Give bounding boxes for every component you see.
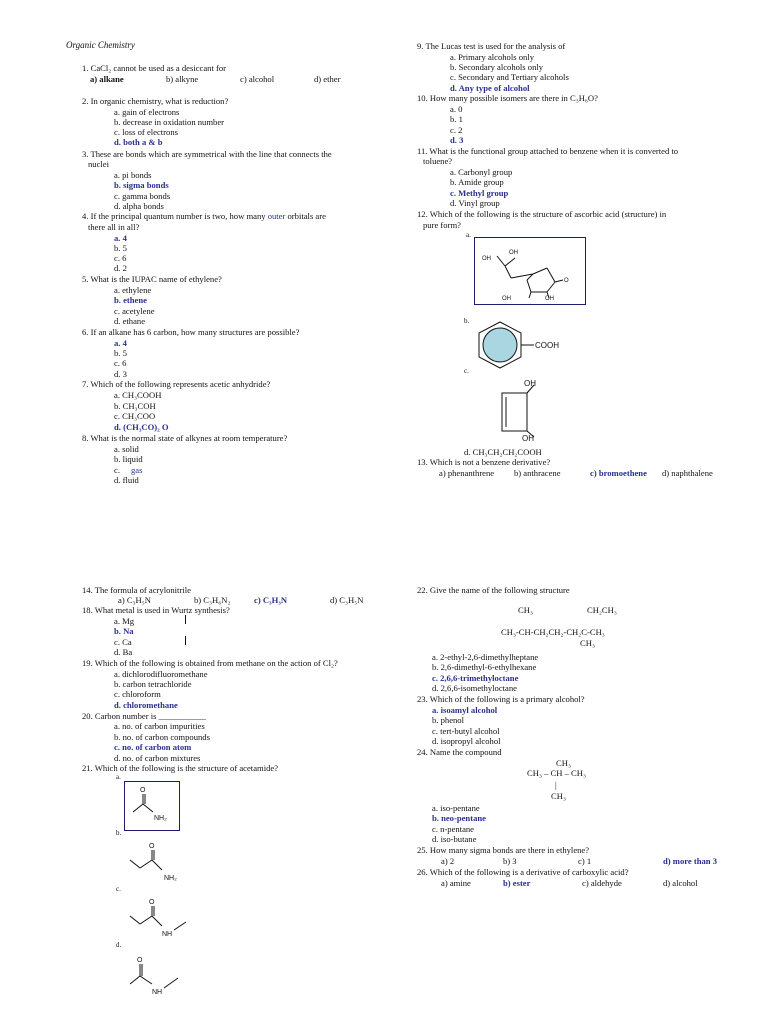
q21-stem: 21. Which of the following is the structure of acetamide? — [82, 763, 279, 773]
cyclobutene-diol-structure — [492, 377, 552, 443]
q22-structure-bottom: CH₃ — [580, 638, 595, 648]
q14-option-c: c) C₃H₃N — [254, 595, 288, 605]
q19-stem: 19. Which of the following is obtained from methane on the action of Cl₂? — [82, 658, 338, 668]
q3-option-c: c. gamma bonds — [114, 191, 171, 201]
hydroxyl-label: OH — [545, 296, 554, 302]
q7-option-b: b. CH₃COH — [114, 401, 156, 411]
amine-label: NH — [152, 989, 163, 996]
q20-option-b: b. no. of carbon compounds — [114, 732, 210, 742]
n-methylpropanamide-structure — [124, 894, 204, 940]
q2-option-c: c. loss of electrons — [114, 127, 178, 137]
q1-option-b: b) alkyne — [166, 74, 199, 84]
q5-stem: 5. What is the IUPAC name of ethylene? — [82, 274, 222, 284]
q13-stem: 13. Which is not a benzene derivative? — [417, 457, 551, 467]
q5-option-c: c. acetylene — [114, 306, 155, 316]
q12-option-b-structure — [472, 320, 582, 374]
q22-stem: 22. Give the name of the following structure — [417, 585, 570, 595]
hydroxyl-label: OH — [524, 379, 536, 388]
amine-label: NH₂ — [154, 815, 167, 822]
q2-option-d: d. both a & b — [114, 137, 163, 147]
carboxyl-label: COOH — [535, 341, 559, 350]
q22-structure-top-1: CH₃ — [518, 605, 533, 615]
q10-option-d: d. 3 — [450, 135, 464, 145]
q22-option-c: c. 2,6,6-trimethyloctane — [432, 673, 519, 683]
q26-option-c: c) aldehyde — [582, 878, 622, 888]
q24-structure-bottom: CH₃ — [551, 791, 566, 801]
q20-option-c: c. no. of carbon atom — [114, 742, 192, 752]
q6-stem: 6. If an alkane has 6 carbon, how many structures are possible? — [82, 327, 300, 337]
q11-option-c: c. Methyl group — [450, 188, 509, 198]
oxygen-label: O — [149, 899, 155, 906]
q19-option-a: a. dichlorodifluoromethane — [114, 669, 208, 679]
q13-option-d: d) naphthalene — [662, 468, 713, 478]
q24-option-a: a. iso-pentane — [432, 803, 480, 813]
q23-option-c: c. tert-butyl alcohol — [432, 726, 500, 736]
q2-stem: 2. In organic chemistry, what is reduction? — [82, 96, 229, 106]
q3-option-d: d. alpha bonds — [114, 201, 164, 211]
q13-option-b: b) anthracene — [514, 468, 561, 478]
q23-stem: 23. Which of the following is a primary alcohol? — [417, 694, 585, 704]
q25-option-d: d) more than 3 — [663, 856, 718, 866]
q5-option-b: b. ethene — [114, 295, 147, 305]
q18-stem: 18. What metal is used in Wurtz synthesis? — [82, 605, 230, 615]
q26-option-b: b) ester — [503, 878, 531, 888]
q9-option-b: b. Secondary alcohols only — [450, 62, 544, 72]
oxygen-label: O — [149, 843, 155, 850]
amine-label: NH — [162, 931, 173, 938]
oxygen-label: O — [137, 957, 143, 964]
q6-option-d: d. 3 — [114, 369, 127, 379]
q24-structure-top: CH₃ — [556, 758, 571, 768]
divider — [185, 636, 186, 645]
q14-option-a: a) C₃H₅N — [118, 595, 151, 605]
q12-option-c: c. — [464, 367, 469, 375]
page-title: Organic Chemistry — [66, 40, 135, 50]
q8-option-c: c. — [114, 465, 120, 475]
q24-option-d: d. iso-butane — [432, 834, 477, 844]
hydroxyl-label: OH — [509, 250, 518, 256]
hydroxyl-label: OH — [522, 434, 534, 443]
q21-option-b-structure — [124, 838, 194, 890]
q12-option-a-structure-box — [474, 237, 586, 305]
q12-stem: 12. Which of the following is the structure of ascorbic acid (structure) in — [417, 209, 667, 219]
q13-option-a: a) phenanthrene — [439, 468, 495, 478]
q21-option-b: b. — [116, 829, 122, 837]
q12-option-d: d. CH₃CH₂CH₂COOH — [464, 447, 542, 457]
q20-option-d: d. no. of carbon mixtures — [114, 753, 201, 763]
q12-option-b: b. — [464, 317, 470, 325]
q4-option-d: d. 2 — [114, 263, 127, 273]
ascorbic-acid-structure — [475, 238, 585, 304]
q8-option-b: b. liquid — [114, 454, 143, 464]
hydroxyl-label: OH — [502, 296, 511, 302]
q22-option-d: d. 2,6,6-isomethyloctane — [432, 683, 517, 693]
q25-option-c: c) 1 — [578, 856, 592, 866]
q1-option-d: d) ether — [314, 74, 341, 84]
q21-option-a-structure-box — [124, 781, 180, 831]
q5-option-a: a. ethylene — [114, 285, 152, 295]
q8-option-d: d. fluid — [114, 475, 139, 485]
q26-option-a: a) amine — [441, 878, 471, 888]
q9-option-c: c. Secondary and Tertiary alcohols — [450, 72, 569, 82]
amine-label: NH₂ — [164, 875, 177, 882]
hydroxyl-label: OH — [482, 256, 491, 262]
q19-option-b: b. carbon tetrachloride — [114, 679, 192, 689]
q11-stem-cont: toluene? — [423, 156, 453, 166]
q4-stem-cont: there all in all? — [88, 222, 140, 232]
q8-option-c-text: gas — [131, 465, 143, 475]
benzoic-acid-structure — [472, 320, 582, 372]
q20-option-a: a. no. of carbon impurities — [114, 721, 205, 731]
n-methylacetamide-structure — [124, 950, 204, 996]
q11-stem: 11. What is the functional group attached to benzene when it is converted to — [417, 146, 679, 156]
q7-stem: 7. Which of the following represents acetic anhydride? — [82, 379, 271, 389]
q14-option-d: d) C₃H₅N — [330, 595, 364, 605]
q4-option-c: c. 6 — [114, 253, 127, 263]
q21-option-d-structure — [124, 950, 204, 998]
q6-option-c: c. 6 — [114, 358, 127, 368]
q7-option-c: c. CH₃COO — [114, 411, 156, 421]
q10-option-a: a. 0 — [450, 104, 463, 114]
q22-option-a: a. 2-ethyl-2,6-dimethylheptane — [432, 652, 539, 662]
q23-option-b: b. phenol — [432, 715, 464, 725]
q10-stem: 10. How many possible isomers are there in C₃H₈O? — [417, 93, 598, 103]
q21-option-c-structure — [124, 894, 204, 942]
q4-option-b: b. 5 — [114, 243, 127, 253]
q24-structure-bar: | — [555, 780, 557, 790]
q14-stem: 14. The formula of acrylonitrile — [82, 585, 191, 595]
q24-stem: 24. Name the compound — [417, 747, 502, 757]
divider — [185, 615, 186, 624]
q22-structure-main: CH₃-CH-CH₂CH₂-CH₂C-CH₃ — [501, 627, 605, 637]
q10-option-b: b. 1 — [450, 114, 463, 124]
q4-stem: 4. If the principal quantum number is two, how many outer orbitals are — [82, 211, 326, 221]
q22-option-b: b. 2,6-dimethyl-6-ethylhexane — [432, 662, 537, 672]
q9-option-d: d. Any type of alcohol — [450, 83, 530, 93]
q12-option-a: a. — [466, 231, 471, 239]
q25-stem: 25. How many sigma bonds are there in ethylene? — [417, 845, 590, 855]
q18-option-a: a. Mg — [114, 616, 135, 626]
q20-stem: 20. Carbon number is ___________ — [82, 711, 206, 721]
q8-stem: 8. What is the normal state of alkynes at room temperature? — [82, 433, 288, 443]
q21-option-d: d. — [116, 941, 122, 949]
q25-option-a: a) 2 — [441, 856, 455, 866]
q1-stem: 1. CaCl₂ cannot be used as a desiccant for — [82, 63, 227, 73]
q1-option-c: c) alcohol — [240, 74, 275, 84]
q24-structure-main: CH₃ – CH – CH₃ — [527, 768, 586, 778]
q5-option-d: d. ethane — [114, 316, 146, 326]
q2-option-b: b. decrease in oxidation number — [114, 117, 225, 127]
q25-option-b: b) 3 — [503, 856, 517, 866]
q6-option-b: b. 5 — [114, 348, 127, 358]
q19-option-c: c. chloroform — [114, 689, 161, 699]
q12-option-c-structure — [492, 377, 552, 445]
q9-option-a: a. Primary alcohols only — [450, 52, 535, 62]
q8-option-a: a. solid — [114, 444, 139, 454]
q18-option-d: d. Ba — [114, 647, 133, 657]
q6-option-a: a. 4 — [114, 338, 127, 348]
q21-option-a: a. — [116, 773, 121, 781]
q11-option-d: d. Vinyl group — [450, 198, 500, 208]
q4-option-a: a. 4 — [114, 233, 127, 243]
q24-option-b: b. neo-pentane — [432, 813, 486, 823]
q10-option-c: c. 2 — [450, 125, 463, 135]
q26-option-d: d) alcohol — [663, 878, 698, 888]
q22-structure-top-2: CH₂CH₃ — [587, 605, 617, 615]
propanamide-structure — [124, 838, 194, 888]
q3-stem: 3. These are bonds which are symmetrical with the line that connects the — [82, 149, 332, 159]
q13-option-c: c) bromoethene — [590, 468, 647, 478]
q19-option-d: d. chloromethane — [114, 700, 178, 710]
q7-option-a: a. CH₃COOH — [114, 390, 162, 400]
q18-option-b: b. Na — [114, 626, 134, 636]
q7-option-d: d. (CH₃CO)₂ O — [114, 422, 169, 432]
q9-stem: 9. The Lucas test is used for the analysis of — [417, 41, 566, 51]
q11-option-b: b. Amide group — [450, 177, 504, 187]
oxygen-label: O — [140, 787, 146, 794]
q14-option-b: b) C₃H₆N₂ — [194, 595, 231, 605]
q2-option-a: a. gain of electrons — [114, 107, 180, 117]
q26-stem: 26. Which of the following is a derivative of carboxylic acid? — [417, 867, 629, 877]
q12-stem-cont: pure form? — [423, 220, 461, 230]
q24-option-c: c. n-pentane — [432, 824, 474, 834]
q23-option-d: d. isopropyl alcohol — [432, 736, 501, 746]
q3-option-a: a. pi bonds — [114, 170, 152, 180]
q3-stem-cont: nuclei — [88, 159, 109, 169]
q11-option-a: a. Carbonyl group — [450, 167, 513, 177]
q1-option-a: a) alkane — [90, 74, 124, 84]
q21-option-c: c. — [116, 885, 121, 893]
q18-option-c: c. Ca — [114, 637, 132, 647]
carbonyl-oxygen-label: O — [564, 278, 569, 284]
acetamide-structure — [125, 782, 179, 830]
q3-option-b: b. sigma bonds — [114, 180, 169, 190]
q23-option-a: a. isoamyl alcohol — [432, 705, 498, 715]
